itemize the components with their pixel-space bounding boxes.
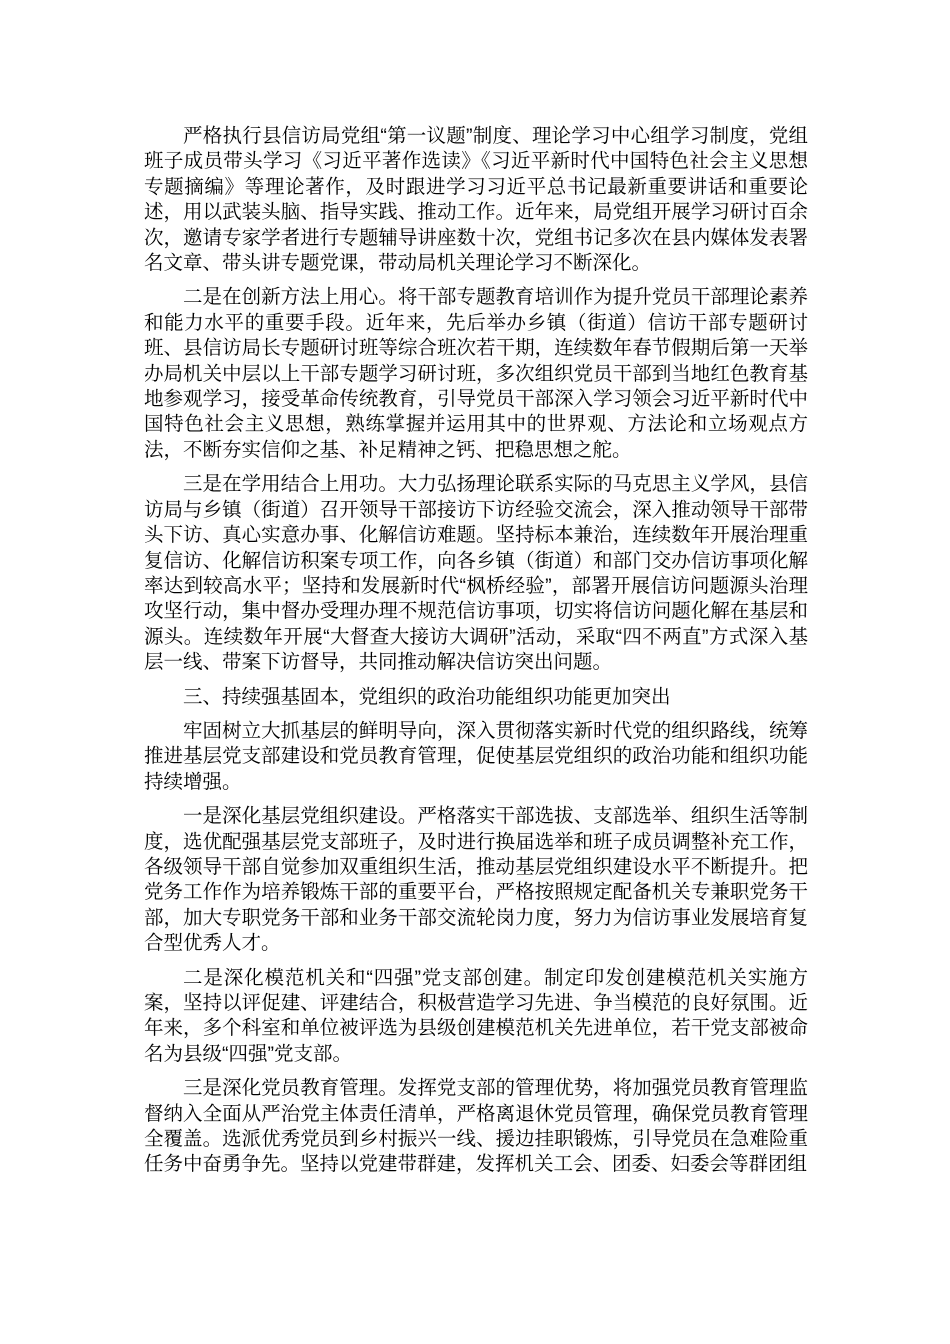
section-heading-three: 三、持续强基固本，党组织的政治功能组织功能更加突出 — [183, 685, 671, 708]
paragraph-model-organ-creation: 二是深化模范机关和“四强”党支部创建。制定印发创建模范机关实施方案，坚持以评促建、评建结合，积极营造学习先进、争当模范的良好氛围。近年来，多个科室和单位被评选为县级创建模范机关先进单位，若干党支部被命名为县级“四强”党支部。 — [144, 966, 808, 1065]
paragraph-member-education: 三是深化党员教育管理。发挥党支部的管理优势，将加强党员教育管理监督纳入全面从严治党主体责任清单，严格离退休党员管理，确保党员教育管理全覆盖。选派优秀党员到乡村振兴一线、援边挂职锻炼，引导党员在急难险重任务中奋勇争先。坚持以党建带群建，发挥机关工会、团委、妇委会等群团组 — [144, 1077, 808, 1176]
paragraph-grassroots-party-building: 一是深化基层党组织建设。严格落实干部选拔、支部选举、组织生活等制度，选优配强基层党支部班子，及时进行换届选举和班子成员调整补充工作，各级领导干部自觉参加双重组织生活，推动基层党组织建设水平不断提升。把党务工作作为培养锻炼干部的重要平台，严格按照规定配备机关专兼职党务干部，加大专职党务干部和业务干部交流轮岗力度，努力为信访事业发展培育复合型优秀人才。 — [144, 805, 808, 955]
paragraph-study-practice: 三是在学用结合上用功。大力弘扬理论联系实际的马克思主义学风，县信访局与乡镇（街道）召开领导干部接访下访经验交流会，深入推动领导干部带头下访、真心实意办事、化解信访难题。坚持标本兼治，连续数年开展治理重复信访、化解信访积案专项工作，向各乡镇（街道）和部门交办信访事项化解率达到较高水平；坚持和发展新时代“枫桥经验”，部署开展信访问题源头治理攻坚行动，集中督办受理办理不规范信访事项，切实将信访问题化解在基层和源头。连续数年开展“大督查大接访大调研”活动，采取“四不两直”方式深入基层一线、带案下访督导，共同推动解决信访突出问题。 — [144, 473, 808, 674]
paragraph-section-intro: 牢固树立大抓基层的鲜明导向，深入贯彻落实新时代党的组织路线，统筹推进基层党支部建设和党员教育管理，促使基层党组织的政治功能和组织功能持续增强。 — [144, 719, 808, 793]
document-text-block — [144, 124, 808, 1187]
paragraph-method-innovation: 二是在创新方法上用心。将干部专题教育培训作为提升党员干部理论素养和能力水平的重要手段。近年来，先后举办乡镇（街道）信访干部专题研讨班、县信访局长专题研讨班等综合班次若干期，连续数年春节假期后第一天举办局机关中层以上干部专题学习研讨班，多次组织党员干部到当地红色教育基地参观学习，接受革命传统教育，引导党员干部深入学习领会习近平新时代中国特色社会主义思想，熟练掌握并运用其中的世界观、方法论和立场观点方法，不断夯实信仰之基、补足精神之钙、把稳思想之舵。 — [144, 286, 808, 461]
paragraph-theory-study: 严格执行县信访局党组“第一议题”制度、理论学习中心组学习制度，党组班子成员带头学习《习近平著作选读》《习近平新时代中国特色社会主义思想专题摘编》等理论著作，及时跟进学习习近平总书记最新重要讲话和重要论述，用以武装头脑、指导实践、推动工作。近年来，局党组开展学习研讨百余次，邀请专家学者进行专题辅导讲座数十次，党组书记多次在县内媒体发表署名文章、带头讲专题党课，带动局机关理论学习不断深化。 — [144, 125, 808, 275]
